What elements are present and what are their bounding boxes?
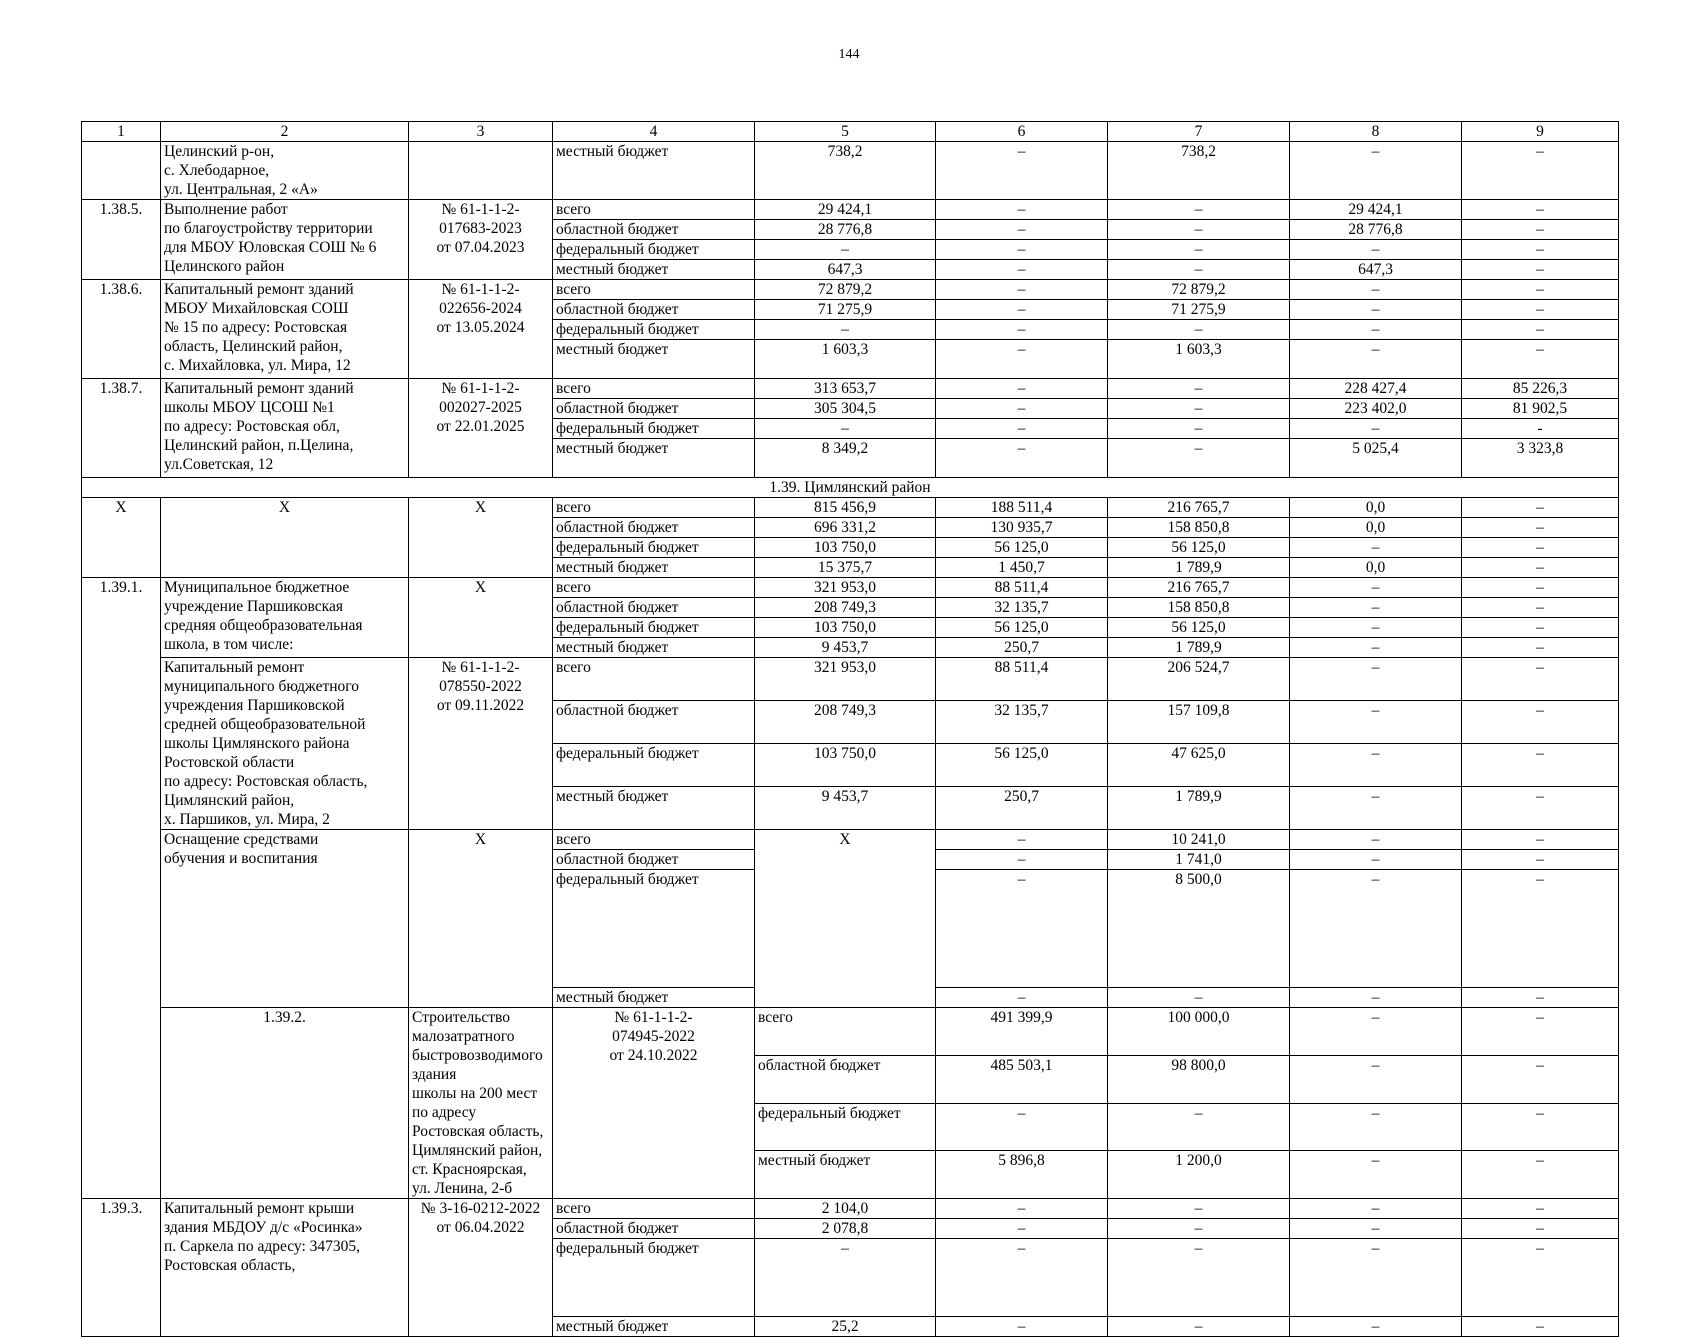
table-cell: – [1108,240,1290,260]
table-cell: федеральный бюджет [553,320,755,340]
table-cell: – [755,320,936,340]
table-row [82,200,1619,220]
table-cell: – [1462,787,1619,830]
table-cell: федеральный бюджет [553,419,755,439]
table-cell: – [1108,1219,1290,1239]
table-cell: 100 000,0 [1108,1008,1290,1056]
table-cell: – [936,300,1108,320]
table-row [82,498,1619,518]
table-cell: 56 125,0 [936,744,1108,787]
table-cell: – [1462,988,1619,1008]
table-cell: – [1462,498,1619,518]
table-cell: – [1462,1008,1619,1056]
table-cell: – [1290,419,1462,439]
table-cell: № 61-1-1-2- 022656-2024 от 13.05.2024 [409,280,553,379]
table-cell: – [1462,240,1619,260]
col-header: 9 [1462,122,1619,142]
table-cell: 1.38.7. [82,379,161,478]
table-cell: – [936,320,1108,340]
table-cell: – [1462,830,1619,850]
table-cell: – [1462,300,1619,320]
table-cell: 88 511,4 [936,658,1108,701]
table-cell: областной бюджет [553,850,755,870]
table-cell: Муниципальное бюджетное учреждение Паршиковская средняя общеобразовательная школа, в том числе: [161,578,409,658]
table-cell: – [1462,638,1619,658]
table-cell: областной бюджет [553,220,755,240]
table-cell: 1 789,9 [1108,638,1290,658]
table-cell: – [936,200,1108,220]
table-cell: – [1290,1055,1462,1103]
table-cell: местный бюджет [553,439,755,478]
table-cell: 1.38.6. [82,280,161,379]
table-cell: местный бюджет [553,787,755,830]
table-cell: – [936,1239,1108,1317]
table-cell: всего [553,658,755,701]
table-cell: всего [553,200,755,220]
table-cell: 223 402,0 [1290,399,1462,419]
table-cell: 130 935,7 [936,518,1108,538]
table-cell: – [1290,638,1462,658]
table-cell: – [1462,850,1619,870]
table-cell: 71 275,9 [755,300,936,320]
table-cell: – [1462,260,1619,280]
table-cell: – [1290,578,1462,598]
table-cell: – [1462,1151,1619,1199]
table-cell: 0,0 [1290,558,1462,578]
table-cell: – [1290,1008,1462,1056]
table-cell: – [1462,200,1619,220]
table-cell: Капитальный ремонт крыши здания МБДОУ д/с «Росинка» п. Саркела по адресу: 347305, Ростовская область, [161,1199,409,1337]
table-cell: – [1108,1103,1290,1151]
table-cell: 157 109,8 [1108,701,1290,744]
table-cell: – [755,419,936,439]
table-cell [409,142,553,200]
table-cell: – [936,240,1108,260]
table-cell: – [936,142,1108,200]
table-cell: – [936,220,1108,240]
table-cell: – [936,830,1108,850]
col-header: 5 [755,122,936,142]
table-cell: – [1462,1055,1619,1103]
budget-table [81,121,1619,1337]
table-cell: 491 399,9 [936,1008,1108,1056]
table-cell: 5 896,8 [936,1151,1108,1199]
table-cell [82,142,161,200]
table-cell: – [1462,618,1619,638]
table-cell: Х [755,830,936,1008]
table-cell: 71 275,9 [1108,300,1290,320]
table-cell: 208 749,3 [755,701,936,744]
table-cell: 1 603,3 [755,340,936,379]
table-cell: 29 424,1 [755,200,936,220]
table-cell: – [1108,220,1290,240]
table-cell: всего [553,498,755,518]
table-cell: – [1462,870,1619,988]
table-cell: 321 953,0 [755,658,936,701]
table-cell: федеральный бюджет [553,744,755,787]
table-cell: 1 789,9 [1108,787,1290,830]
table-cell: 3 323,8 [1462,439,1619,478]
table-cell: – [1462,142,1619,200]
table-cell: – [936,1317,1108,1337]
table-cell: – [1108,988,1290,1008]
table-row [82,830,1619,850]
table-cell: Целинский р-он, с. Хлебодарное, ул. Центральная, 2 «А» [161,142,409,200]
table-cell: – [1462,598,1619,618]
table-cell: всего [553,578,755,598]
table-cell: 28 776,8 [755,220,936,240]
table-cell: – [1108,320,1290,340]
col-header: 8 [1290,122,1462,142]
table-cell: 98 800,0 [1108,1055,1290,1103]
table-cell: Капитальный ремонт зданий МБОУ Михайловская СОШ № 15 по адресу: Ростовская область, Целинский район, с. Михайловка, ул. Мира, 12 [161,280,409,379]
table-cell: местный бюджет [553,340,755,379]
table-cell: всего [553,379,755,399]
table-cell: – [936,260,1108,280]
table-cell: федеральный бюджет [553,240,755,260]
table-cell: 815 456,9 [755,498,936,518]
table-cell: – [936,1219,1108,1239]
table-cell: № 61-1-1-2- 078550-2022 от 09.11.2022 [409,658,553,830]
table-cell: – [1462,578,1619,598]
table-cell: 0,0 [1290,518,1462,538]
table-cell: 8 349,2 [755,439,936,478]
table-cell: – [936,399,1108,419]
col-header: 6 [936,122,1108,142]
table-cell: – [936,988,1108,1008]
table-cell: Оснащение средствами обучения и воспитания [161,830,409,1008]
table-cell: – [1290,1103,1462,1151]
table-cell: – [1108,260,1290,280]
table-cell: – [1290,1317,1462,1337]
table-cell: – [1462,538,1619,558]
table-cell: – [1462,518,1619,538]
table-cell: Строительство малозатратного быстровозводимого здания школы на 200 мест по адресу Ростовская область, Цимлянский район, ст. Красноярская, ул. Ленина, 2-б [409,1008,553,1199]
table-cell: 8 500,0 [1108,870,1290,988]
table-row [82,280,1619,300]
table-cell: Х [409,578,553,658]
table-cell: – [1108,1317,1290,1337]
table-cell: 56 125,0 [1108,538,1290,558]
table-cell: 1 741,0 [1108,850,1290,870]
table-cell: 738,2 [755,142,936,200]
table-cell: федеральный бюджет [755,1103,936,1151]
table-row [82,1008,1619,1056]
col-header: 4 [553,122,755,142]
table-cell: - [1462,419,1619,439]
table-cell: – [936,870,1108,988]
table-cell: 72 879,2 [1108,280,1290,300]
table-cell: Х [82,498,161,578]
table-cell: 485 503,1 [936,1055,1108,1103]
table-body [82,142,1619,1337]
table-cell: 1.38.5. [82,200,161,280]
table-cell: – [936,1199,1108,1219]
table-cell: Капитальный ремонт муниципального бюджетного учреждения Паршиковской средней общеобразовательной школы Цимлянского района Ростовской области по адресу: Ростовская область, Цимлянский район, х. Паршиков, ул. Мира, 2 [161,658,409,830]
col-header: 1 [82,122,161,142]
table-cell: – [936,850,1108,870]
table-cell: федеральный бюджет [553,870,755,988]
table-cell: № 61-1-1-2- 017683-2023 от 07.04.2023 [409,200,553,280]
table-cell: – [1462,1317,1619,1337]
table-cell: – [1290,538,1462,558]
table-cell: 1 200,0 [1108,1151,1290,1199]
table-cell: местный бюджет [553,1317,755,1337]
table-cell: – [755,240,936,260]
table-cell: – [936,419,1108,439]
table-cell: 216 765,7 [1108,578,1290,598]
table-cell: – [936,280,1108,300]
table-cell: Х [161,498,409,578]
table-cell: 15 375,7 [755,558,936,578]
table-cell: – [1290,280,1462,300]
col-header: 7 [1108,122,1290,142]
table-cell: федеральный бюджет [553,618,755,638]
col-header: 2 [161,122,409,142]
table-cell: 647,3 [755,260,936,280]
table-cell: – [1290,744,1462,787]
table-cell: областной бюджет [553,598,755,618]
table-cell: 29 424,1 [1290,200,1462,220]
table-cell: – [1462,1239,1619,1317]
table-cell: – [1290,1239,1462,1317]
table-cell: 696 331,2 [755,518,936,538]
table-cell: – [755,1239,936,1317]
table-cell: местный бюджет [553,142,755,200]
page-number: 144 [838,47,860,62]
table-cell: 47 625,0 [1108,744,1290,787]
table-cell: 250,7 [936,787,1108,830]
table-cell: – [1462,1199,1619,1219]
table-cell: всего [553,280,755,300]
table-cell: – [1290,598,1462,618]
table-cell: 103 750,0 [755,538,936,558]
table-cell: 1.39. Цимлянский район [82,478,1619,498]
table-row [82,142,1619,200]
table-row [82,1199,1619,1219]
table-cell: – [936,1103,1108,1151]
table-cell: – [936,340,1108,379]
table-cell: – [1290,850,1462,870]
table-cell: 88 511,4 [936,578,1108,598]
table-cell: – [1462,340,1619,379]
table-row [82,478,1619,498]
table-cell: – [1462,658,1619,701]
table-cell: всего [553,1199,755,1219]
table-cell: – [1108,439,1290,478]
table-cell: – [1290,320,1462,340]
table-cell: – [936,379,1108,399]
table-cell: 81 902,5 [1462,399,1619,419]
table-cell: – [1290,787,1462,830]
col-header: 3 [409,122,553,142]
table-cell: 25,2 [755,1317,936,1337]
table-cell: – [1290,300,1462,320]
table-cell: – [936,439,1108,478]
table-cell: № 61-1-1-2- 074945-2022 от 24.10.2022 [553,1008,755,1199]
table-cell: областной бюджет [553,518,755,538]
table-cell: 158 850,8 [1108,518,1290,538]
table-cell: местный бюджет [553,260,755,280]
table-cell: – [1108,1199,1290,1219]
table-cell: областной бюджет [553,399,755,419]
table-cell: – [1108,399,1290,419]
table-cell: – [1290,618,1462,638]
table-cell: – [1290,988,1462,1008]
table-cell: – [1462,558,1619,578]
table-cell: Капитальный ремонт зданий школы МБОУ ЦСОШ №1 по адресу: Ростовская обл, Целинский район, п.Целина, ул.Советская, 12 [161,379,409,478]
table-cell: 56 125,0 [1108,618,1290,638]
table-cell: 0,0 [1290,498,1462,518]
table-cell: – [1108,1239,1290,1317]
table-cell: – [1290,658,1462,701]
table-cell: – [1290,1219,1462,1239]
table-cell: 1 450,7 [936,558,1108,578]
table-cell: 9 453,7 [755,787,936,830]
table-cell: 208 749,3 [755,598,936,618]
table-cell: 32 135,7 [936,701,1108,744]
table-cell: – [1462,280,1619,300]
table-cell: № 3-16-0212-2022 от 06.04.2022 [409,1199,553,1337]
table-cell: – [1290,1151,1462,1199]
table-cell: областной бюджет [553,701,755,744]
table-cell: 56 125,0 [936,538,1108,558]
table-cell: областной бюджет [553,1219,755,1239]
table-cell: федеральный бюджет [553,538,755,558]
table-cell: 158 850,8 [1108,598,1290,618]
table-cell: Выполнение работ по благоустройству территории для МБОУ Юловская СОШ № 6 Целинского район [161,200,409,280]
table-cell: – [1462,320,1619,340]
table-cell: 228 427,4 [1290,379,1462,399]
table-cell: всего [755,1008,936,1056]
table-cell: Х [409,830,553,1008]
table-cell: 647,3 [1290,260,1462,280]
table-cell: – [1290,240,1462,260]
table-cell: 103 750,0 [755,744,936,787]
table-cell: 32 135,7 [936,598,1108,618]
table-cell: федеральный бюджет [553,1239,755,1317]
table-cell: областной бюджет [755,1055,936,1103]
table-cell: 188 511,4 [936,498,1108,518]
table-cell: 72 879,2 [755,280,936,300]
table-cell: 1 603,3 [1108,340,1290,379]
table-cell: – [1290,142,1462,200]
table-cell: местный бюджет [553,988,755,1008]
table-cell: областной бюджет [553,300,755,320]
table-cell: – [1290,701,1462,744]
table-cell: – [1290,1199,1462,1219]
table-cell: – [1462,701,1619,744]
table-cell: – [1290,830,1462,850]
table-cell: 10 241,0 [1108,830,1290,850]
table-cell: 321 953,0 [755,578,936,598]
table-cell: – [1290,870,1462,988]
table-cell: 1.39.3. [82,1199,161,1337]
table-cell: № 61-1-1-2- 002027-2025 от 22.01.2025 [409,379,553,478]
table-cell: 216 765,7 [1108,498,1290,518]
table-cell: – [1290,340,1462,379]
table-cell: 85 226,3 [1462,379,1619,399]
table-cell: местный бюджет [553,638,755,658]
table-cell: 5 025,4 [1290,439,1462,478]
table-cell: всего [553,830,755,850]
table-cell: 250,7 [936,638,1108,658]
table-cell: 2 104,0 [755,1199,936,1219]
table-cell: 206 524,7 [1108,658,1290,701]
table-cell: 1.39.2. [161,1008,409,1199]
table-cell: – [1462,220,1619,240]
table-cell: 2 078,8 [755,1219,936,1239]
table-cell: 1 789,9 [1108,558,1290,578]
table-cell: – [1462,744,1619,787]
table-cell: 738,2 [1108,142,1290,200]
table-cell: 9 453,7 [755,638,936,658]
table-cell: – [1462,1219,1619,1239]
table-cell: 313 653,7 [755,379,936,399]
table-cell: 305 304,5 [755,399,936,419]
table-cell: 56 125,0 [936,618,1108,638]
table-cell: 28 776,8 [1290,220,1462,240]
table-cell: местный бюджет [553,558,755,578]
table-cell: – [1108,419,1290,439]
table-cell: местный бюджет [755,1151,936,1199]
table-cell: – [1462,1103,1619,1151]
table-cell: – [1108,200,1290,220]
table-cell: 1.39.1. [82,578,161,1199]
table-cell: Х [409,498,553,578]
table-cell: 103 750,0 [755,618,936,638]
table-row [82,658,1619,701]
table-row [82,578,1619,598]
table-cell: – [1108,379,1290,399]
table-row [82,379,1619,399]
header-row [82,122,1619,142]
